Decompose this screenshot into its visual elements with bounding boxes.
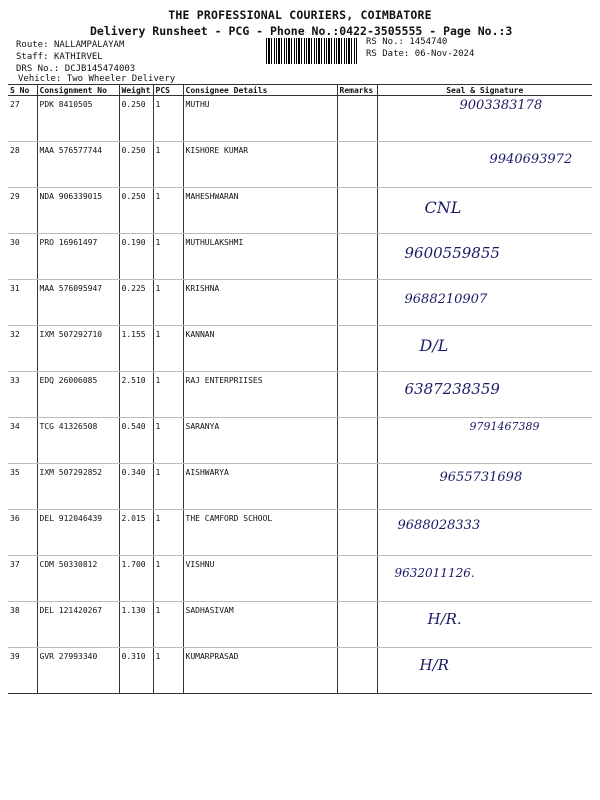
sno-cell: 28 (8, 142, 37, 188)
rs-no-line (366, 37, 447, 48)
handwritten-signature: H/R. (427, 610, 462, 628)
signature-cell (377, 418, 592, 464)
signature-cell (377, 510, 592, 556)
pcs-cell: 1 (153, 510, 183, 556)
consignment-no-cell: GVR 27993340 (37, 648, 119, 694)
sno-cell: 36 (8, 510, 37, 556)
consignee-cell: THE CAMFORD SCHOOL (183, 510, 337, 556)
consignee-cell: KUMARPRASAD (183, 648, 337, 694)
handwritten-signature: 9632011126. (394, 566, 475, 580)
pcs-cell: 1 (153, 464, 183, 510)
weight-cell: 0.190 (119, 234, 153, 280)
table-row (8, 280, 592, 326)
route-line (16, 40, 124, 51)
table-row (8, 142, 592, 188)
table-header-row (8, 85, 592, 96)
consignment-no-cell: NDA 906339015 (37, 188, 119, 234)
signature-cell (377, 372, 592, 418)
pcs-cell: 1 (153, 188, 183, 234)
weight-cell: 2.510 (119, 372, 153, 418)
remarks-cell (337, 142, 377, 188)
col-consignee: Consignee Details (183, 85, 337, 96)
signature-cell (377, 96, 592, 142)
consignment-no-cell: DEL 121420267 (37, 602, 119, 648)
remarks-cell (337, 464, 377, 510)
signature-cell (377, 326, 592, 372)
weight-cell: 0.340 (119, 464, 153, 510)
col-remarks: Remarks (337, 85, 377, 96)
consignment-no-cell: MAA 576577744 (37, 142, 119, 188)
weight-cell: 1.155 (119, 326, 153, 372)
weight-cell: 0.250 (119, 142, 153, 188)
pcs-cell: 1 (153, 648, 183, 694)
col-consignment: Consignment No (37, 85, 119, 96)
consignee-cell: KRISHNA (183, 280, 337, 326)
pcs-cell: 1 (153, 280, 183, 326)
signature-cell (377, 464, 592, 510)
consignment-no-cell: EDQ 26006085 (37, 372, 119, 418)
sno-cell: 37 (8, 556, 37, 602)
sno-cell: 33 (8, 372, 37, 418)
consignee-cell: MAHESHWARAN (183, 188, 337, 234)
table-row (8, 188, 592, 234)
consignee-cell: AISHWARYA (183, 464, 337, 510)
runsheet-table (8, 84, 592, 694)
weight-cell: 0.225 (119, 280, 153, 326)
signature-cell (377, 234, 592, 280)
table-row (8, 648, 592, 694)
consignment-no-cell: TCG 41326508 (37, 418, 119, 464)
handwritten-signature: CNL (424, 198, 462, 217)
company-title: THE PROFESSIONAL COURIERS, COIMBATORE (168, 8, 432, 22)
sno-cell: 27 (8, 96, 37, 142)
weight-cell: 2.015 (119, 510, 153, 556)
rs-no-value: 1454740 (409, 37, 448, 47)
consignee-cell: SARANYA (183, 418, 337, 464)
sno-cell: 32 (8, 326, 37, 372)
remarks-cell (337, 96, 377, 142)
consignment-no-cell: CDM 50330812 (37, 556, 119, 602)
consignee-cell: VISHNU (183, 556, 337, 602)
consignee-cell: MUTHULAKSHMI (183, 234, 337, 280)
remarks-cell (337, 602, 377, 648)
signature-cell (377, 602, 592, 648)
handwritten-signature: 9003383178 (459, 98, 543, 113)
consignment-no-cell: PRO 16961497 (37, 234, 119, 280)
remarks-cell (337, 280, 377, 326)
remarks-cell (337, 188, 377, 234)
route-value: NALLAMPALAYAM (53, 40, 125, 50)
pcs-cell: 1 (153, 556, 183, 602)
signature-cell (377, 142, 592, 188)
table-row (8, 372, 592, 418)
handwritten-signature: 9940693972 (489, 152, 573, 167)
signature-cell (377, 188, 592, 234)
pcs-cell: 1 (153, 96, 183, 142)
handwritten-signature: 9688028333 (397, 518, 481, 533)
sno-cell: 29 (8, 188, 37, 234)
weight-cell: 1.700 (119, 556, 153, 602)
handwritten-signature: H/R (419, 656, 449, 674)
handwritten-signature: D/L (419, 336, 449, 355)
signature-cell (377, 556, 592, 602)
weight-cell: 0.310 (119, 648, 153, 694)
table-row (8, 464, 592, 510)
remarks-cell (337, 510, 377, 556)
consignee-cell: KISHORE KUMAR (183, 142, 337, 188)
staff-line (16, 52, 103, 63)
sno-cell: 31 (8, 280, 37, 326)
remarks-cell (337, 372, 377, 418)
handwritten-signature: 9791467389 (469, 420, 540, 433)
remarks-cell (337, 234, 377, 280)
remarks-cell (337, 326, 377, 372)
table-row (8, 96, 592, 142)
pcs-cell: 1 (153, 142, 183, 188)
consignment-no-cell: IXM 507292710 (37, 326, 119, 372)
sno-cell: 34 (8, 418, 37, 464)
col-weight: Weight (119, 85, 153, 96)
pcs-cell: 1 (153, 602, 183, 648)
remarks-cell (337, 418, 377, 464)
vehicle-value: Two Wheeler Delivery (66, 74, 176, 84)
signature-cell (377, 280, 592, 326)
weight-cell: 0.250 (119, 188, 153, 234)
runsheet-title: Delivery Runsheet - PCG - Phone No.:0422-3505555 - Page No.:3 (90, 24, 513, 38)
remarks-cell (337, 648, 377, 694)
col-sno: S No (8, 85, 37, 96)
consignment-no-cell: IXM 507292852 (37, 464, 119, 510)
sno-cell: 35 (8, 464, 37, 510)
consignee-cell: KANNAN (183, 326, 337, 372)
rs-date-value: 06-Nov-2024 (414, 49, 475, 59)
staff-label: Staff: (16, 52, 49, 62)
remarks-cell (337, 556, 377, 602)
consignment-no-cell: MAA 576095947 (37, 280, 119, 326)
pcs-cell: 1 (153, 234, 183, 280)
consignee-cell: MUTHU (183, 96, 337, 142)
pcs-cell: 1 (153, 372, 183, 418)
weight-cell: 0.540 (119, 418, 153, 464)
rs-date-line (366, 49, 474, 60)
handwritten-signature: 9688210907 (404, 292, 488, 307)
table-row (8, 418, 592, 464)
weight-cell: 1.130 (119, 602, 153, 648)
weight-cell: 0.250 (119, 96, 153, 142)
handwritten-signature: 6387238359 (404, 380, 500, 398)
pcs-cell: 1 (153, 326, 183, 372)
signature-cell (377, 648, 592, 694)
rs-date-label: RS Date: (366, 49, 410, 59)
route-label: Route: (16, 40, 49, 50)
vehicle-label: Vehicle: (18, 74, 62, 84)
table-row (8, 326, 592, 372)
col-signature: Seal & Signature (377, 85, 592, 96)
sno-cell: 39 (8, 648, 37, 694)
drs-label: DRS No.: (16, 64, 60, 74)
consignee-cell: SADHASIVAM (183, 602, 337, 648)
consignment-no-cell: DEL 912046439 (37, 510, 119, 556)
consignee-cell: RAJ ENTERPRIISES (183, 372, 337, 418)
handwritten-signature: 9655731698 (439, 470, 523, 485)
table-row (8, 510, 592, 556)
barcode-image (266, 38, 358, 64)
consignment-no-cell: PDK 8410505 (37, 96, 119, 142)
col-pcs: PCS (153, 85, 183, 96)
table-row (8, 556, 592, 602)
table-row (8, 234, 592, 280)
handwritten-signature: 9600559855 (404, 244, 500, 262)
rs-no-label: RS No.: (366, 37, 404, 47)
table-row (8, 602, 592, 648)
drs-value: DCJB145474003 (64, 64, 136, 74)
sno-cell: 30 (8, 234, 37, 280)
sno-cell: 38 (8, 602, 37, 648)
pcs-cell: 1 (153, 418, 183, 464)
staff-value: KATHIRVEL (53, 52, 103, 62)
